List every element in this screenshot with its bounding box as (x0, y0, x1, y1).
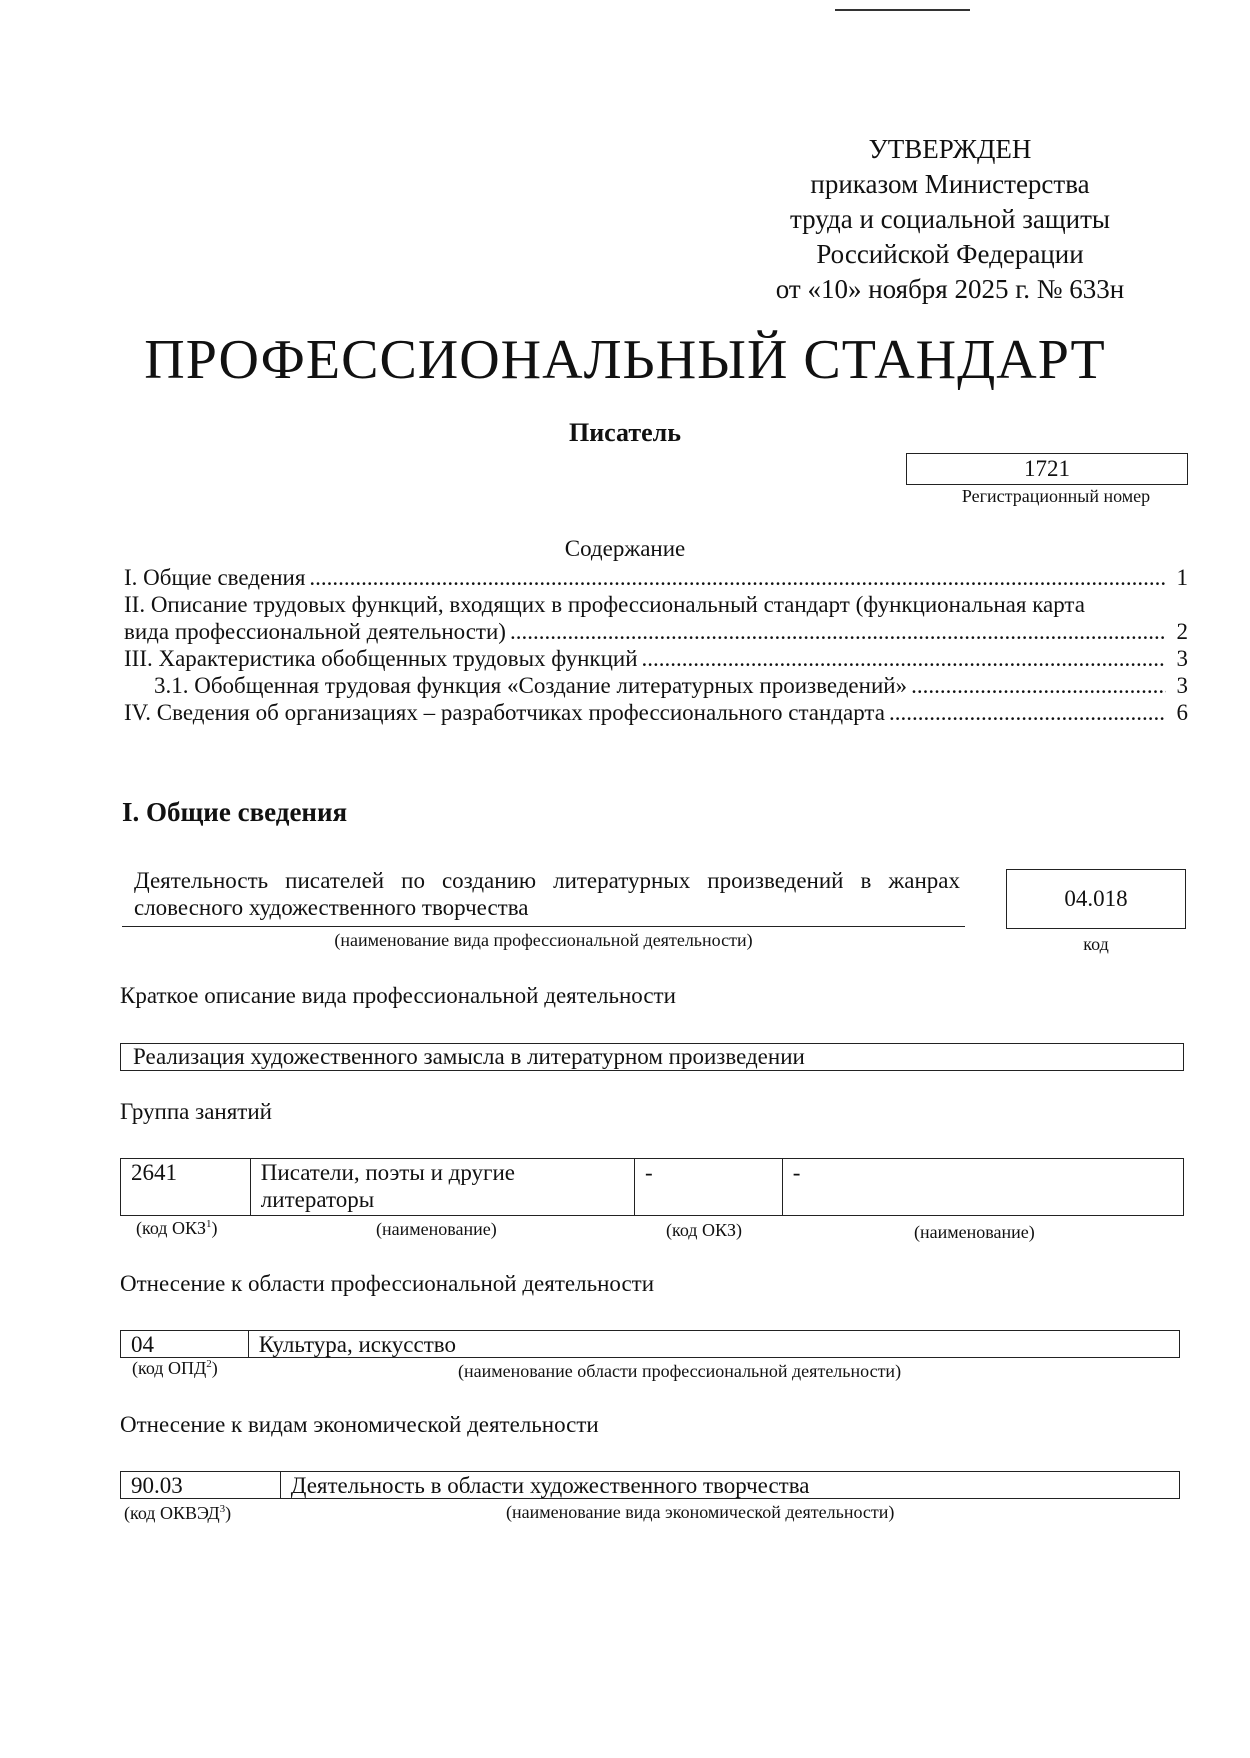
brief-description: Реализация художественного замысла в литературном произведении (120, 1043, 1184, 1071)
okved-code-caption: (код ОКВЭД$^3$) (124, 1503, 232, 1523)
approval-line: Российской Федерации (816, 239, 1084, 269)
okz-name-2: - (792, 1160, 801, 1185)
toc-item-page: 6 (1176, 700, 1188, 725)
okz-name-caption: (наименование) (376, 1219, 497, 1239)
scan-mark (835, 9, 970, 11)
okved-table (120, 1471, 1180, 1499)
toc-leader (889, 699, 1166, 726)
approval-line: УТВЕРЖДЕН (868, 134, 1032, 164)
section-heading: I. Общие сведения (122, 797, 348, 827)
registration-number: 1721 (906, 453, 1188, 485)
okz-name: Писатели, поэты и другие литераторы (251, 1159, 635, 1215)
toc-item[interactable] (124, 672, 1188, 699)
opd-code-caption: (код ОПД$^2$) (132, 1358, 218, 1378)
okz-code-2: - (635, 1159, 783, 1215)
okved-name-caption: (наименование вида экономической деятельности) (506, 1502, 895, 1522)
brief-description-label: Краткое описание вида профессиональной деятельности (120, 983, 676, 1008)
opd-name: Культура, искусство (258, 1332, 456, 1357)
okz-code-2-caption: (код ОКЗ) (666, 1220, 742, 1240)
approval-line: труда и социальной защиты (789, 204, 1111, 234)
registration-caption: Регистрационный номер (961, 486, 1151, 506)
toc-item-page: 2 (1176, 619, 1188, 644)
toc-item[interactable] (124, 618, 1188, 645)
opd-code-caption-text: (код ОПД (132, 1358, 207, 1378)
opd-name-caption: (наименование области профессиональной деятельности) (458, 1361, 902, 1381)
toc-leader (642, 645, 1166, 672)
toc-item-page: 1 (1176, 565, 1188, 590)
toc-item-page: 3 (1176, 646, 1188, 671)
activity-code-caption: код (1083, 934, 1109, 954)
activity-name: Деятельность писателей по созданию литературных произведений в жанрах словесного художественного творчества (134, 868, 960, 920)
okz-code-caption-text: (код ОКЗ (136, 1218, 206, 1238)
footnote-marker: 2 (206, 1358, 212, 1370)
okved-code: 90.03 (121, 1472, 281, 1498)
toc-item-text: IV. Сведения об организациях – разработчиках профессионального стандарта (124, 700, 885, 725)
approval-line: приказом Министерства (810, 169, 1090, 199)
toc-leader (911, 672, 1166, 699)
okz-code-caption: (код ОКЗ$^1$) (136, 1218, 218, 1238)
document-title: ПРОФЕССИОНАЛЬНЫЙ СТАНДАРТ (144, 329, 1106, 391)
table-of-contents (124, 564, 1188, 726)
activity-caption: (наименование вида профессиональной деятельности) (334, 930, 753, 950)
toc-item-text: 3.1. Обобщенная трудовая функция «Создание литературных произведений» (154, 673, 908, 698)
okz-code: 2641 (121, 1159, 251, 1215)
okved-label: Отнесение к видам экономической деятельности (120, 1412, 599, 1437)
toc-item-text: III. Характеристика обобщенных трудовых функций (124, 646, 638, 671)
toc-leader (510, 618, 1166, 645)
toc-item[interactable] (124, 564, 1188, 591)
footnote-marker: 1 (206, 1218, 212, 1230)
approval-line: от «10» ноября 2025 г. № 633н (775, 274, 1125, 304)
opd-label: Отнесение к области профессиональной деятельности (120, 1271, 655, 1296)
approval-block (740, 132, 1160, 307)
okved-code-caption-text: (код ОКВЭД (124, 1503, 220, 1523)
activity-underline (122, 926, 965, 927)
toc-leader (309, 564, 1166, 591)
okved-name: Деятельность в области художественного творчества (290, 1473, 810, 1498)
opd-table (120, 1330, 1180, 1358)
footnote-marker: 3 (219, 1503, 226, 1515)
toc-item-text: I. Общие сведения (124, 565, 306, 590)
opd-code: 04 (121, 1331, 249, 1357)
toc-item[interactable] (124, 645, 1188, 672)
activity-code: 04.018 (1006, 869, 1186, 929)
toc-item[interactable] (124, 699, 1188, 726)
occupation-group-label: Группа занятий (120, 1099, 272, 1124)
document-subtitle: Писатель (568, 418, 682, 447)
toc-title: Содержание (564, 536, 686, 561)
okz-name-2-caption: (наименование) (914, 1222, 1035, 1242)
occupation-group-table (120, 1158, 1184, 1216)
toc-item-page: 3 (1176, 673, 1188, 698)
toc-item-text: вида профессиональной деятельности) (124, 619, 506, 644)
toc-item-first-line[interactable]: II. Описание трудовых функций, входящих в профессиональный стандарт (функциональная карта (124, 592, 1085, 617)
